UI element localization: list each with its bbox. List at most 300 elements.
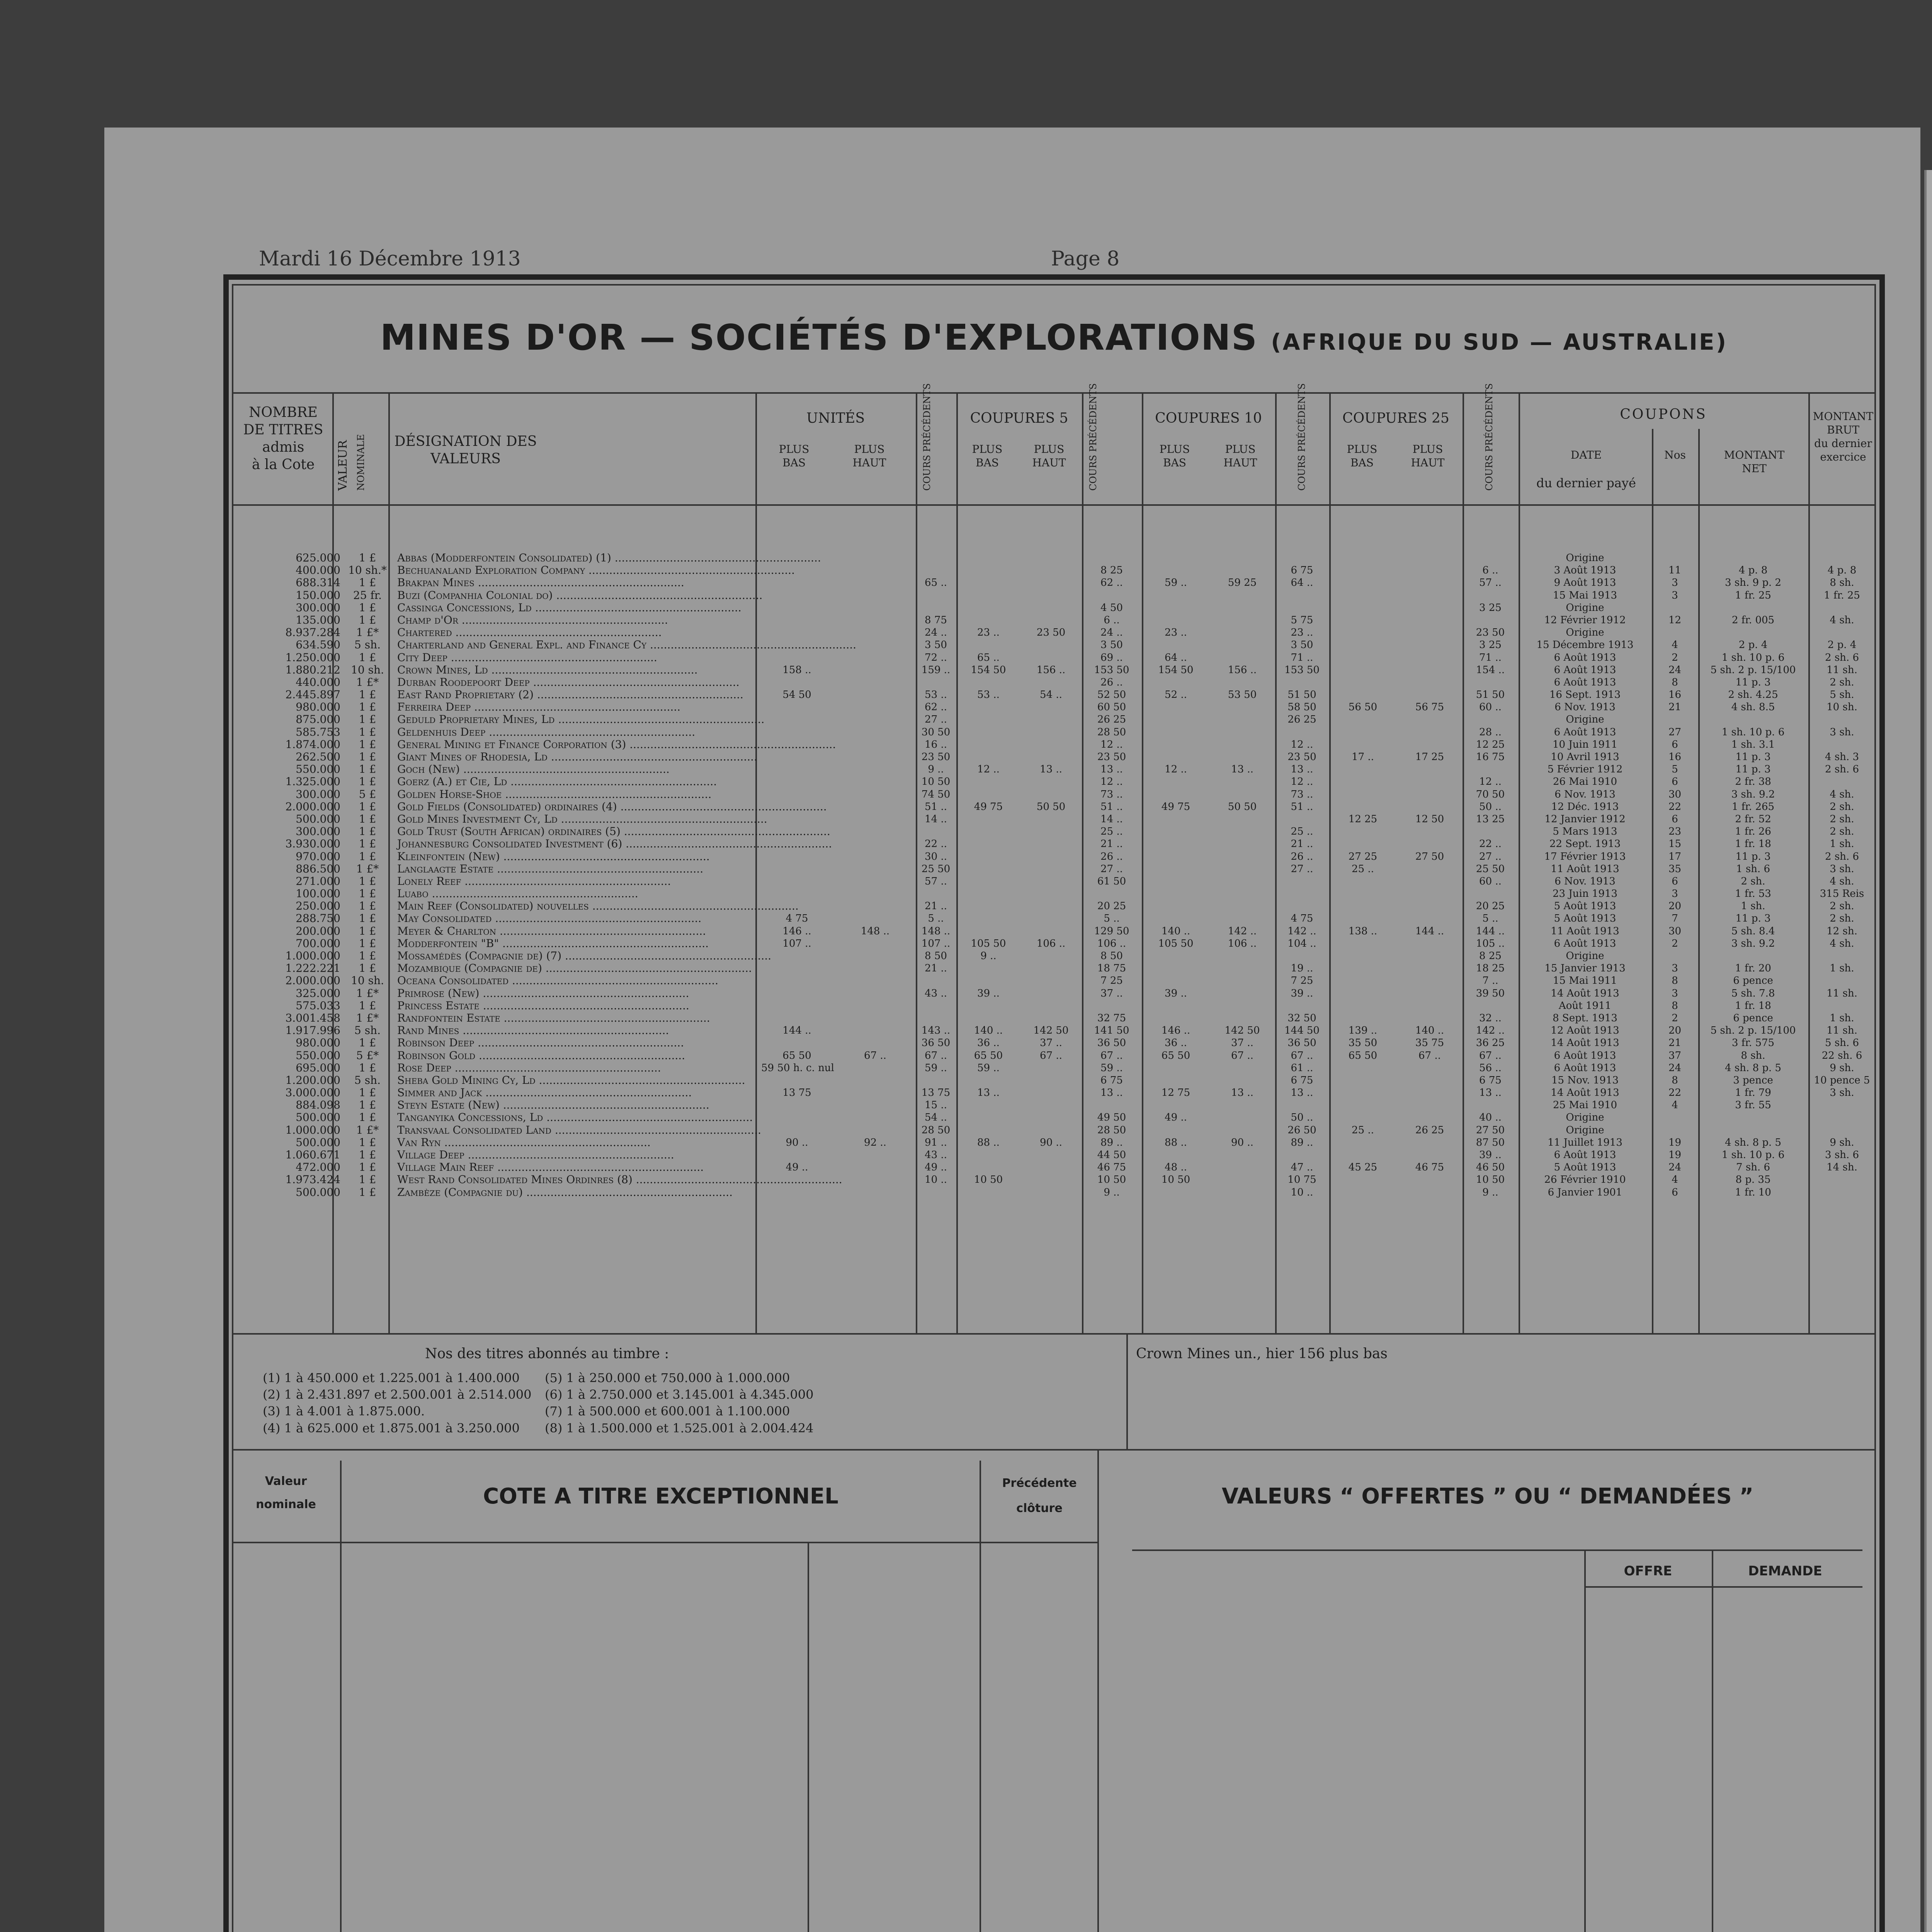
cell-br: 1 sh. bbox=[1830, 963, 1854, 975]
cell-cp4: 12 .. bbox=[1479, 776, 1502, 788]
cell-no: 30 bbox=[1668, 788, 1682, 800]
cell-br: 4 sh. bbox=[1830, 875, 1854, 887]
table-row bbox=[234, 639, 1876, 651]
cell-mt: 1 sh. bbox=[1741, 900, 1765, 912]
cell-val: 1 £ bbox=[359, 713, 376, 726]
cell-date: 6 Août 1913 bbox=[1554, 651, 1616, 663]
cell-val: 1 £ bbox=[359, 1161, 376, 1174]
cell-val: 1 £* bbox=[356, 675, 379, 689]
cell-u2: 92 .. bbox=[864, 1136, 886, 1148]
cell-br: 3 sh. bbox=[1830, 863, 1854, 875]
cell-cp3: 13 .. bbox=[1291, 764, 1313, 776]
cell-date: 5 Août 1913 bbox=[1554, 900, 1616, 912]
table-row bbox=[234, 552, 1876, 564]
table-row bbox=[234, 751, 1876, 763]
cell-date: 14 Août 1913 bbox=[1551, 987, 1619, 999]
cell-nb: 1.250.000 bbox=[285, 651, 340, 664]
cell-no: 12 bbox=[1668, 614, 1682, 626]
cell-b1: 59 .. bbox=[1165, 577, 1187, 589]
cell-cp2: 106 .. bbox=[1097, 937, 1126, 949]
cell-name: Main Reef (Consolidated) nouvelles ............................................................ bbox=[397, 900, 799, 913]
table-row bbox=[234, 589, 1876, 602]
cell-name: Van Ryn ............................................................ bbox=[397, 1136, 651, 1149]
cell-cp4: 10 50 bbox=[1476, 1174, 1505, 1186]
cell-cp3: 64 .. bbox=[1291, 577, 1313, 589]
cell-cp3: 47 .. bbox=[1291, 1162, 1313, 1173]
cell-a2: 67 .. bbox=[1040, 1049, 1062, 1061]
cell-no: 8 bbox=[1672, 1074, 1678, 1086]
cell-val: 5 sh. bbox=[354, 1024, 381, 1037]
cell-br: 5 sh. 6 bbox=[1825, 1037, 1859, 1049]
cell-b1: 48 .. bbox=[1165, 1162, 1187, 1173]
cell-cp1: 62 .. bbox=[925, 701, 947, 713]
cell-cp4: 9 .. bbox=[1482, 1186, 1498, 1198]
cell-date: 23 Juin 1913 bbox=[1552, 888, 1617, 900]
cell-no: 3 bbox=[1672, 963, 1678, 975]
cell-no: 6 bbox=[1672, 776, 1678, 788]
exc-nominale: nominale bbox=[256, 1498, 316, 1511]
cell-val: 1 £ bbox=[359, 775, 376, 788]
cell-nb: 1.000.000 bbox=[285, 1123, 340, 1136]
cell-b2: 106 .. bbox=[1228, 937, 1257, 949]
cell-d1: 65 50 bbox=[1348, 1049, 1378, 1061]
cell-date: 5 Août 1913 bbox=[1554, 913, 1616, 925]
header-rule-bottom bbox=[232, 504, 1876, 506]
cell-cp4: 28 .. bbox=[1479, 726, 1502, 738]
cell-val: 1 £ bbox=[359, 837, 376, 850]
cell-u1: 54 50 bbox=[782, 689, 811, 701]
cell-b2: 156 .. bbox=[1228, 664, 1257, 676]
table-row bbox=[234, 950, 1876, 962]
cell-mt: 6 pence bbox=[1733, 1012, 1773, 1024]
table-row bbox=[234, 564, 1876, 577]
cell-d1: 25 .. bbox=[1352, 1124, 1374, 1136]
cell-b2: 13 .. bbox=[1231, 764, 1253, 776]
col-unites-plus-haut: PLUS HAUT bbox=[852, 443, 886, 469]
cell-cp3: 104 .. bbox=[1287, 937, 1316, 949]
cell-cp4: 154 .. bbox=[1476, 664, 1505, 676]
table-row bbox=[234, 626, 1876, 639]
cell-cp2: 13 .. bbox=[1100, 764, 1123, 776]
cell-a1: 140 .. bbox=[974, 1025, 1003, 1037]
cell-cp3: 71 .. bbox=[1291, 651, 1313, 663]
cell-mt: 1 sh. 10 p. 6 bbox=[1721, 726, 1785, 738]
cell-b1: 105 50 bbox=[1158, 937, 1194, 949]
cell-b2: 142 50 bbox=[1225, 1025, 1260, 1037]
col-rule bbox=[1126, 1333, 1128, 1449]
cell-val: 1 £ bbox=[359, 962, 376, 975]
cell-br: 4 p. 8 bbox=[1827, 565, 1857, 577]
cell-nb: 1.222.221 bbox=[285, 962, 340, 975]
table-row bbox=[234, 577, 1876, 589]
cell-mt: 2 sh. bbox=[1741, 875, 1765, 887]
offertes-col-rule bbox=[1712, 1549, 1713, 1932]
cell-cp1: 8 75 bbox=[925, 614, 947, 626]
cell-val: 1 £ bbox=[359, 1036, 376, 1049]
cell-date: 5 Février 1912 bbox=[1547, 764, 1623, 776]
cell-cp1: 5 .. bbox=[928, 913, 944, 925]
cell-cp1: 72 .. bbox=[925, 651, 947, 663]
cell-name: Modderfontein "B" ............................................................ bbox=[397, 937, 709, 950]
cell-name: Sheba Gold Mining Cy, Ld ............................................................ bbox=[397, 1073, 745, 1087]
cell-val: 1 £ bbox=[359, 850, 376, 863]
cell-date: 5 Août 1913 bbox=[1554, 1162, 1616, 1173]
cell-val: 1 £ bbox=[359, 949, 376, 962]
cell-cp3: 6 75 bbox=[1291, 565, 1313, 577]
col-c10-plus-bas: PLUS BAS bbox=[1159, 443, 1190, 469]
cell-name: Cassinga Concessions, Ld ............................................................ bbox=[397, 601, 742, 614]
cell-br: 8 sh. bbox=[1830, 577, 1854, 589]
cell-date: 26 Février 1910 bbox=[1544, 1174, 1626, 1186]
cell-no: 3 bbox=[1672, 888, 1678, 900]
cell-d1: 35 50 bbox=[1348, 1037, 1378, 1049]
cell-name: Meyer & Charlton ............................................................ bbox=[397, 924, 706, 937]
cell-mt: 2 fr. 005 bbox=[1731, 614, 1775, 626]
cell-val: 1 £* bbox=[356, 862, 379, 875]
col-dernier-paye: du dernier payé bbox=[1536, 476, 1636, 490]
col-c5-plus-bas: PLUS BAS bbox=[972, 443, 1003, 469]
cell-cp2: 12 .. bbox=[1100, 738, 1123, 750]
cell-br: 2 sh. 6 bbox=[1825, 850, 1859, 862]
table-row bbox=[234, 925, 1876, 937]
cell-cp4: 13 .. bbox=[1479, 1087, 1502, 1099]
cell-no: 20 bbox=[1668, 1025, 1682, 1037]
cell-val: 1 £ bbox=[359, 738, 376, 751]
table-row bbox=[234, 1111, 1876, 1124]
abonnes-line: (7) 1 à 500.000 et 600.001 à 1.100.000 bbox=[545, 1404, 790, 1419]
cell-nb: 100.000 bbox=[296, 887, 340, 900]
cell-cp3: 142 .. bbox=[1287, 925, 1316, 937]
cell-date: 6 Août 1913 bbox=[1554, 937, 1616, 949]
cell-a2: 90 .. bbox=[1040, 1136, 1062, 1148]
cell-cp4: 144 .. bbox=[1476, 925, 1505, 937]
cell-name: Princess Estate ............................................................ bbox=[397, 999, 689, 1012]
cell-date: 6 Janvier 1901 bbox=[1548, 1186, 1622, 1198]
table-row bbox=[234, 1173, 1876, 1186]
cell-a2: 142 50 bbox=[1033, 1025, 1069, 1037]
cell-val: 1 £ bbox=[359, 1061, 376, 1074]
page-title bbox=[232, 317, 1876, 358]
cell-no: 35 bbox=[1668, 863, 1682, 875]
exc-col-rule bbox=[980, 1461, 981, 1932]
cell-a2: 50 50 bbox=[1036, 801, 1066, 813]
cell-cp4: 57 .. bbox=[1479, 577, 1502, 589]
cell-cp4: 25 50 bbox=[1476, 863, 1505, 875]
header-rule-top bbox=[232, 392, 1876, 394]
cell-cp1: 9 .. bbox=[928, 764, 944, 776]
cell-a1: 12 .. bbox=[977, 764, 1000, 776]
securities-table bbox=[234, 552, 1876, 1199]
cell-nb: 1.874.000 bbox=[285, 738, 340, 751]
cell-cp1: 10 50 bbox=[921, 776, 951, 788]
col-montant-brut: MONTANT BRUT du dernier exercice bbox=[1813, 410, 1874, 463]
cell-cp2: 24 .. bbox=[1100, 627, 1123, 639]
cell-cp4: 60 .. bbox=[1479, 875, 1502, 887]
cell-mt: 3 fr. 575 bbox=[1731, 1037, 1775, 1049]
cell-cp3: 25 .. bbox=[1291, 826, 1313, 838]
cell-cp4: 5 .. bbox=[1482, 913, 1498, 925]
cell-b1: 23 .. bbox=[1165, 627, 1187, 639]
cell-cp3: 153 50 bbox=[1284, 664, 1320, 676]
cell-cp2: 26 25 bbox=[1097, 714, 1126, 726]
cell-nb: 1.325.000 bbox=[285, 775, 340, 788]
cell-b1: 154 50 bbox=[1158, 664, 1194, 676]
cell-cp1: 49 .. bbox=[925, 1162, 947, 1173]
cell-cp2: 52 50 bbox=[1097, 689, 1126, 701]
cell-nb: 500.000 bbox=[296, 1185, 340, 1199]
cell-val: 25 fr. bbox=[353, 588, 382, 602]
cell-val: 1 £ bbox=[359, 887, 376, 900]
cell-a2: 13 .. bbox=[1040, 764, 1062, 776]
cell-br: 2 sh. 6 bbox=[1825, 651, 1859, 663]
cell-no: 17 bbox=[1668, 850, 1682, 862]
table-row bbox=[234, 1099, 1876, 1111]
cell-val: 1 £ bbox=[359, 912, 376, 925]
cell-b2: 37 .. bbox=[1231, 1037, 1253, 1049]
cell-date: Origine bbox=[1566, 627, 1604, 639]
cell-cp4: 87 50 bbox=[1476, 1136, 1505, 1148]
cell-cp2: 28 50 bbox=[1097, 726, 1126, 738]
cell-name: Buzi (Companhia Colonial do) ............................................................ bbox=[397, 588, 763, 602]
cell-u1: 144 .. bbox=[782, 1025, 811, 1037]
cell-val: 1 £ bbox=[359, 800, 376, 813]
cell-cp3: 89 .. bbox=[1291, 1136, 1313, 1148]
cell-date: 6 Août 1913 bbox=[1554, 726, 1616, 738]
cell-mt: 3 fr. 55 bbox=[1735, 1099, 1771, 1111]
cell-cp2: 49 50 bbox=[1097, 1112, 1126, 1124]
col-coupures10: COUPURES 10 bbox=[1155, 410, 1262, 426]
cell-mt: 5 sh. 8.4 bbox=[1731, 925, 1775, 937]
cell-val: 1 £* bbox=[356, 626, 379, 639]
cell-name: Johannesburg Consolidated Investment (6) ............................................................ bbox=[397, 837, 832, 850]
cell-br: 10 pence 5 bbox=[1814, 1074, 1870, 1086]
cell-nb: 472.000 bbox=[296, 1161, 340, 1174]
cell-nb: 150.000 bbox=[296, 588, 340, 602]
cell-no: 6 bbox=[1672, 1186, 1678, 1198]
col-no: Nos bbox=[1664, 449, 1686, 461]
cell-cp3: 51 .. bbox=[1291, 801, 1313, 813]
cell-val: 1 £ bbox=[359, 688, 376, 701]
cell-cp2: 25 .. bbox=[1100, 826, 1123, 838]
cell-cp1: 14 .. bbox=[925, 813, 947, 825]
cell-cp3: 6 75 bbox=[1291, 1074, 1313, 1086]
cell-b1: 12 .. bbox=[1165, 764, 1187, 776]
table-row bbox=[234, 900, 1876, 912]
cell-cp3: 4 75 bbox=[1291, 913, 1313, 925]
table-row bbox=[234, 1087, 1876, 1099]
cell-no: 2 bbox=[1672, 937, 1678, 949]
col-c5-plus-haut: PLUS HAUT bbox=[1032, 443, 1066, 469]
cell-cp3: 36 50 bbox=[1287, 1037, 1316, 1049]
cell-name: Goch (New) ............................................................ bbox=[397, 763, 670, 776]
cell-date: 26 Mai 1910 bbox=[1553, 776, 1617, 788]
cell-nb: 200.000 bbox=[296, 924, 340, 937]
col-coupons: COUPONS bbox=[1620, 406, 1707, 422]
cell-val: 1 £ bbox=[359, 1173, 376, 1186]
cell-cp2: 44 50 bbox=[1097, 1149, 1126, 1161]
cell-a1: 39 .. bbox=[977, 987, 1000, 999]
cell-d1: 56 50 bbox=[1348, 701, 1378, 713]
cell-nb: 1.060.671 bbox=[285, 1148, 340, 1161]
cell-cp2: 3 50 bbox=[1100, 639, 1123, 651]
cell-name: Abbas (Modderfontein Consolidated) (1) ............................................................ bbox=[397, 551, 821, 564]
cell-cp1: 21 .. bbox=[925, 900, 947, 912]
cell-no: 24 bbox=[1668, 1062, 1682, 1074]
cell-br: 12 sh. bbox=[1827, 925, 1857, 937]
col-montant-net: MONTANT NET bbox=[1724, 449, 1785, 475]
cell-u1: 90 .. bbox=[786, 1136, 808, 1148]
cell-mt: 4 sh. 8 p. 5 bbox=[1725, 1136, 1781, 1148]
cell-nb: 695.000 bbox=[296, 1061, 340, 1074]
table-row bbox=[234, 776, 1876, 788]
cell-d1: 17 .. bbox=[1352, 751, 1374, 763]
cell-no: 11 bbox=[1668, 565, 1682, 577]
abonnes-line: (3) 1 à 4.001 à 1.875.000. bbox=[263, 1404, 425, 1419]
cell-nb: 325.000 bbox=[296, 986, 340, 1000]
cell-name: Durban Roodepoort Deep ............................................................ bbox=[397, 675, 740, 689]
cell-cp1: 57 .. bbox=[925, 875, 947, 887]
cell-b1: 49 .. bbox=[1165, 1112, 1187, 1124]
cell-cp1: 16 .. bbox=[925, 738, 947, 750]
cell-nb: 271.000 bbox=[296, 874, 340, 888]
cell-cp4: 27 .. bbox=[1479, 850, 1502, 862]
cell-date: 6 Nov. 1913 bbox=[1554, 788, 1616, 800]
col-cours-prec-3: COURS PRÉCÉDENTS bbox=[1296, 383, 1307, 491]
cell-br: 2 sh. bbox=[1830, 813, 1854, 825]
cell-val: 1 £* bbox=[356, 986, 379, 1000]
cell-name: Langlaagte Estate ............................................................ bbox=[397, 862, 704, 875]
cell-cp1: 91 .. bbox=[925, 1136, 947, 1148]
cell-no: 4 bbox=[1672, 639, 1678, 651]
cell-cp4: 32 .. bbox=[1479, 1012, 1502, 1024]
cell-d1: 25 .. bbox=[1352, 863, 1374, 875]
cell-cp2: 28 50 bbox=[1097, 1124, 1126, 1136]
cell-name: Luabo ............................................................ bbox=[397, 887, 638, 900]
cell-date: 11 Août 1913 bbox=[1551, 925, 1619, 937]
col-designation: DÉSIGNATION DES VALEURS bbox=[394, 434, 537, 467]
cell-date: 10 Avril 1913 bbox=[1551, 751, 1619, 763]
cell-cp1: 22 .. bbox=[925, 838, 947, 850]
cell-nb: 688.314 bbox=[296, 576, 340, 589]
cell-val: 1 £ bbox=[359, 551, 376, 564]
cell-date: 3 Août 1913 bbox=[1554, 565, 1616, 577]
cell-cp2: 59 .. bbox=[1100, 1062, 1123, 1074]
cell-no: 30 bbox=[1668, 925, 1682, 937]
table-row bbox=[234, 1024, 1876, 1037]
cell-name: Chartered ............................................................ bbox=[397, 626, 662, 639]
cell-br: 315 Reis bbox=[1820, 888, 1864, 900]
cell-date: 9 Août 1913 bbox=[1554, 577, 1616, 589]
cell-date: 15 Janvier 1913 bbox=[1544, 963, 1626, 975]
cell-cp3: 10 .. bbox=[1291, 1186, 1313, 1198]
col-c25-plus-bas: PLUS BAS bbox=[1347, 443, 1378, 469]
cell-b2: 90 .. bbox=[1231, 1136, 1253, 1148]
cell-cp1: 30 50 bbox=[921, 726, 951, 738]
abonnes-list-right bbox=[545, 1370, 813, 1437]
col-valeur: VALEUR bbox=[336, 440, 350, 491]
table-row bbox=[234, 1037, 1876, 1049]
col-date: DATE bbox=[1570, 449, 1602, 461]
cell-br: 11 sh. bbox=[1827, 987, 1857, 999]
cell-mt: 1 fr. 79 bbox=[1735, 1087, 1771, 1099]
cell-a1: 10 50 bbox=[974, 1174, 1003, 1186]
cell-u1: 49 .. bbox=[786, 1162, 808, 1173]
cell-d2: 17 25 bbox=[1415, 751, 1444, 763]
cell-cp1: 25 50 bbox=[921, 863, 951, 875]
cell-cp2: 4 50 bbox=[1100, 602, 1123, 614]
cell-cp1: 23 50 bbox=[921, 751, 951, 763]
cell-u1: 107 .. bbox=[782, 937, 811, 949]
cell-val: 1 £ bbox=[359, 825, 376, 838]
cell-cp2: 21 .. bbox=[1100, 838, 1123, 850]
col-rule bbox=[1097, 1449, 1099, 1932]
cell-nb: 1.973.424 bbox=[285, 1173, 340, 1186]
cell-date: 25 Mai 1910 bbox=[1553, 1099, 1617, 1111]
cell-nb: 884.098 bbox=[296, 1099, 340, 1112]
cell-cp2: 73 .. bbox=[1100, 788, 1123, 800]
cell-date: 17 Février 1913 bbox=[1544, 850, 1626, 862]
cell-cp3: 73 .. bbox=[1291, 788, 1313, 800]
title-sub: (AFRIQUE DU SUD — AUSTRALIE) bbox=[1271, 329, 1728, 355]
cell-name: Goerz (A.) et Cie, Ld ............................................................ bbox=[397, 775, 717, 788]
cell-date: 12 Déc. 1913 bbox=[1551, 801, 1619, 813]
cell-cp4: 46 50 bbox=[1476, 1162, 1505, 1173]
cell-cp3: 50 .. bbox=[1291, 1112, 1313, 1124]
cell-cp3: 12 .. bbox=[1291, 776, 1313, 788]
crown-mines-note: Crown Mines un., hier 156 plus bas bbox=[1136, 1346, 1388, 1362]
cell-name: Golden Horse-Shoe ............................................................ bbox=[397, 787, 712, 801]
cell-cp1: 159 .. bbox=[921, 664, 951, 676]
cell-nb: 300.000 bbox=[296, 601, 340, 614]
cell-b1: 52 .. bbox=[1165, 689, 1187, 701]
cell-cp2: 141 50 bbox=[1094, 1025, 1129, 1037]
cell-cp1: 51 .. bbox=[925, 801, 947, 813]
cell-mt: 1 sh. 6 bbox=[1736, 863, 1770, 875]
title-main: MINES D'OR — SOCIÉTÉS D'EXPLORATIONS bbox=[380, 317, 1258, 358]
abonnes-line: (5) 1 à 250.000 et 750.000 à 1.000.000 bbox=[545, 1371, 790, 1385]
cell-name: Randfontein Estate ............................................................ bbox=[397, 1011, 710, 1024]
cell-nb: 1.200.000 bbox=[285, 1073, 340, 1087]
abonnes-title: Nos des titres abonnés au timbre : bbox=[425, 1346, 669, 1362]
col-coupures25: COUPURES 25 bbox=[1342, 410, 1449, 426]
cell-cp1: 143 .. bbox=[921, 1025, 951, 1037]
cell-d2: 35 75 bbox=[1415, 1037, 1444, 1049]
cell-mt: 1 fr. 265 bbox=[1731, 801, 1775, 813]
cell-mt: 1 fr. 20 bbox=[1735, 963, 1771, 975]
cell-mt: 1 sh. 10 p. 6 bbox=[1721, 651, 1785, 663]
cell-cp1: 13 75 bbox=[921, 1087, 951, 1099]
cell-mt: 8 sh. bbox=[1741, 1049, 1765, 1061]
cell-cp3: 58 50 bbox=[1287, 701, 1316, 713]
cell-mt: 11 p. 3 bbox=[1735, 764, 1771, 776]
table-row bbox=[234, 987, 1876, 1000]
cell-cp4: 18 25 bbox=[1476, 963, 1505, 975]
cell-cp4: 50 .. bbox=[1479, 801, 1502, 813]
cell-nb: 980.000 bbox=[296, 1036, 340, 1049]
cell-cp4: 36 25 bbox=[1476, 1037, 1505, 1049]
cell-mt: 11 p. 3 bbox=[1735, 676, 1771, 688]
cell-name: Charterland and General Expl. and Finance Cy ............................................................ bbox=[397, 638, 857, 651]
cell-nb: 2.000.000 bbox=[285, 974, 340, 987]
cell-name: Zambèze (Compagnie du) ............................................................ bbox=[397, 1185, 733, 1199]
cell-val: 1 £ bbox=[359, 763, 376, 776]
cell-cp2: 6 .. bbox=[1104, 614, 1120, 626]
cell-mt: 1 fr. 10 bbox=[1735, 1186, 1771, 1198]
cell-cp1: 107 .. bbox=[921, 937, 951, 949]
cell-a1: 13 .. bbox=[977, 1087, 1000, 1099]
cell-a2: 37 .. bbox=[1040, 1037, 1062, 1049]
cell-nb: 2.445.897 bbox=[285, 688, 340, 701]
